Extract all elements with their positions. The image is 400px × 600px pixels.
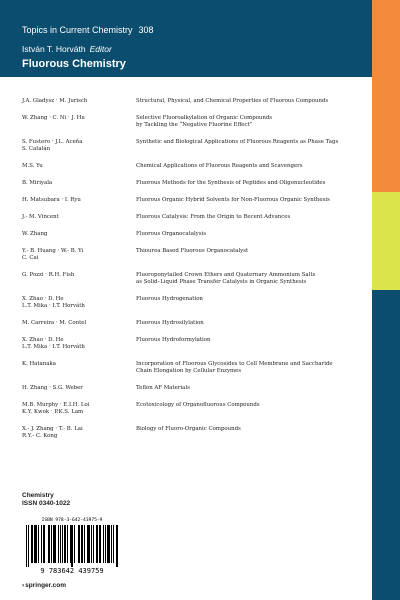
toc-row — [22, 231, 362, 238]
toc-authors — [22, 180, 136, 187]
toc-chapter-title — [136, 115, 362, 129]
toc-chapter-title — [136, 402, 362, 416]
barcode-icon — [26, 525, 118, 567]
editor-role: Editor — [89, 44, 112, 54]
toc-authors — [22, 320, 136, 327]
toc-row — [22, 163, 362, 170]
toc-chapter-title — [136, 163, 362, 170]
editor-line — [22, 44, 112, 54]
orange-color-strip — [372, 0, 400, 192]
toc-author-line: Y.- B. Huang · W.- B. Yi — [22, 248, 84, 254]
toc-title-line: Selective Fluoroalkylation of Organic Compounds — [136, 115, 273, 121]
table-of-contents — [22, 98, 362, 450]
toc-title-line: Fluorous Organocatalysis — [136, 231, 206, 237]
toc-author-line: W. Zhang · C. Ni · J. Hu — [22, 115, 85, 121]
toc-authors — [22, 115, 136, 129]
toc-row — [22, 337, 362, 351]
toc-authors — [22, 197, 136, 204]
toc-authors — [22, 426, 136, 440]
toc-chapter-title — [136, 337, 362, 351]
toc-title-line: Fluorous Methods for the Synthesis of Peptides and Oligonucleotides — [136, 180, 326, 186]
toc-title-line: Teflon AF Materials — [136, 385, 190, 391]
toc-author-line: M.B. Murphy · E.I.H. Loi — [22, 402, 90, 408]
toc-row — [22, 115, 362, 129]
toc-chapter-title — [136, 197, 362, 204]
toc-author-line: K. Hatanaka — [22, 361, 56, 367]
toc-authors — [22, 139, 136, 153]
toc-title-line: Ecotoxicology of Organofluorous Compounds — [136, 402, 260, 408]
toc-title-line: Biology of Fluoro-Organic Compounds — [136, 426, 241, 432]
toc-author-line: S. Catalán — [22, 146, 51, 152]
toc-author-line: G. Pozzi · R.H. Fish — [22, 272, 75, 278]
toc-title-line: Fluorous Hydroformylation — [136, 337, 211, 343]
toc-chapter-title — [136, 361, 362, 375]
toc-chapter-title — [136, 231, 362, 238]
toc-chapter-title — [136, 139, 362, 153]
toc-authors — [22, 231, 136, 238]
toc-chapter-title — [136, 214, 362, 221]
toc-chapter-title — [136, 248, 362, 262]
toc-author-line: J.A. Gladysz · M. Jurisch — [22, 98, 88, 104]
toc-title-line: Synthetic and Biological Applications of Fluorous Reagents as Phase Tags — [136, 139, 339, 145]
toc-authors — [22, 361, 136, 375]
arrow-icon: › — [22, 582, 25, 589]
toc-row — [22, 426, 362, 440]
toc-chapter-title — [136, 180, 362, 187]
series-name: Topics in Current Chemistry — [22, 25, 133, 35]
toc-row — [22, 98, 362, 105]
toc-title-line: as Solid–Liquid Phase Transfer Catalysts in Organic Synthesis — [136, 279, 307, 285]
barcode-block — [22, 518, 122, 582]
toc-row — [22, 197, 362, 204]
toc-chapter-title — [136, 98, 362, 105]
toc-title-line: Chain Elongation by Cellular Enzymes — [136, 368, 242, 374]
toc-author-line: B. Miriyala — [22, 180, 53, 186]
toc-author-line: M.S. Yu — [22, 163, 43, 169]
toc-row — [22, 248, 362, 262]
toc-row — [22, 402, 362, 416]
toc-authors — [22, 385, 136, 392]
toc-title-line: Chemical Applications of Fluorous Reagents and Scavengers — [136, 163, 303, 169]
toc-author-line: J.- M. Vincent — [22, 214, 59, 220]
toc-author-line: S. Fustero · J.L. Aceña — [22, 139, 83, 145]
toc-chapter-title — [136, 296, 362, 310]
volume-number: 308 — [138, 25, 154, 35]
toc-author-line: X.- J. Zhang · T.- B. Lai — [22, 426, 83, 432]
toc-chapter-title — [136, 426, 362, 440]
toc-author-line: W. Zhang — [22, 231, 48, 237]
toc-authors — [22, 248, 136, 262]
toc-author-line: L.T. Mika · I.T. Horváth — [22, 344, 85, 350]
toc-row — [22, 272, 362, 286]
toc-title-line: Fluorous Catalysis: From the Origin to Recent Advances — [136, 214, 291, 220]
blue-color-strip — [372, 290, 400, 600]
subject-label: Chemistry — [22, 492, 54, 499]
toc-author-line: H. Zhang · S.G. Weber — [22, 385, 83, 391]
toc-authors — [22, 337, 136, 351]
publisher-text: springer.com — [25, 582, 66, 589]
toc-author-line: C. Cai — [22, 255, 39, 261]
toc-author-line: H. Matsubara · I. Ryu — [22, 197, 81, 203]
toc-title-line: Fluorous Organic Hybrid Solvents for Non-Fluorous Organic Synthesis — [136, 197, 330, 203]
toc-chapter-title — [136, 320, 362, 327]
toc-title-line: Thiourea Based Fluorous Organocatalyst — [136, 248, 249, 254]
toc-author-line: M. Carreira · M. Contel — [22, 320, 87, 326]
toc-authors — [22, 98, 136, 105]
toc-title-line: Incorporation of Fluorous Glycosides to Cell Membrane and Saccharide — [136, 361, 333, 367]
editor-name: István T. Horváth — [22, 44, 86, 54]
isbn-text: ISBN 978-3-642-43975-9 — [41, 518, 103, 523]
publisher-url[interactable] — [22, 582, 66, 589]
toc-row — [22, 214, 362, 221]
toc-author-line: K.Y. Kwok · P.K.S. Lam — [22, 409, 84, 415]
toc-authors — [22, 402, 136, 416]
toc-authors — [22, 272, 136, 286]
toc-authors — [22, 163, 136, 170]
toc-title-line: Fluorous Hydrosilylation — [136, 320, 204, 326]
toc-row — [22, 139, 362, 153]
toc-author-line: X. Zhao · D. He — [22, 337, 64, 343]
book-title: Fluorous Chemistry — [22, 58, 126, 70]
toc-row — [22, 385, 362, 392]
toc-title-line: Structural, Physical, and Chemical Properties of Fluorous Compounds — [136, 98, 329, 104]
toc-title-line: by Tackling the “Negative Fluorine Effect” — [136, 122, 253, 128]
toc-chapter-title — [136, 385, 362, 392]
toc-chapter-title — [136, 272, 362, 286]
toc-authors — [22, 296, 136, 310]
toc-title-line: Fluorous Hydrogenation — [136, 296, 203, 302]
header-band — [0, 0, 372, 77]
toc-row — [22, 320, 362, 327]
issn-number: ISSN 0340-1022 — [22, 500, 71, 507]
toc-author-line: R.Y.- C. Kong — [22, 433, 58, 439]
footer — [22, 492, 70, 508]
toc-row — [22, 361, 362, 375]
barcode-number: 9 783642 439759 — [40, 567, 104, 575]
series-line — [22, 25, 154, 35]
toc-title-line: Fluoroponytailed Crown Ethers and Quaternary Ammonium Salts — [136, 272, 316, 278]
toc-row — [22, 296, 362, 310]
toc-author-line: L.T. Mika · I.T. Horváth — [22, 303, 85, 309]
toc-row — [22, 180, 362, 187]
yellow-color-strip — [372, 192, 400, 290]
toc-author-line: X. Zhao · D. He — [22, 296, 64, 302]
toc-authors — [22, 214, 136, 221]
